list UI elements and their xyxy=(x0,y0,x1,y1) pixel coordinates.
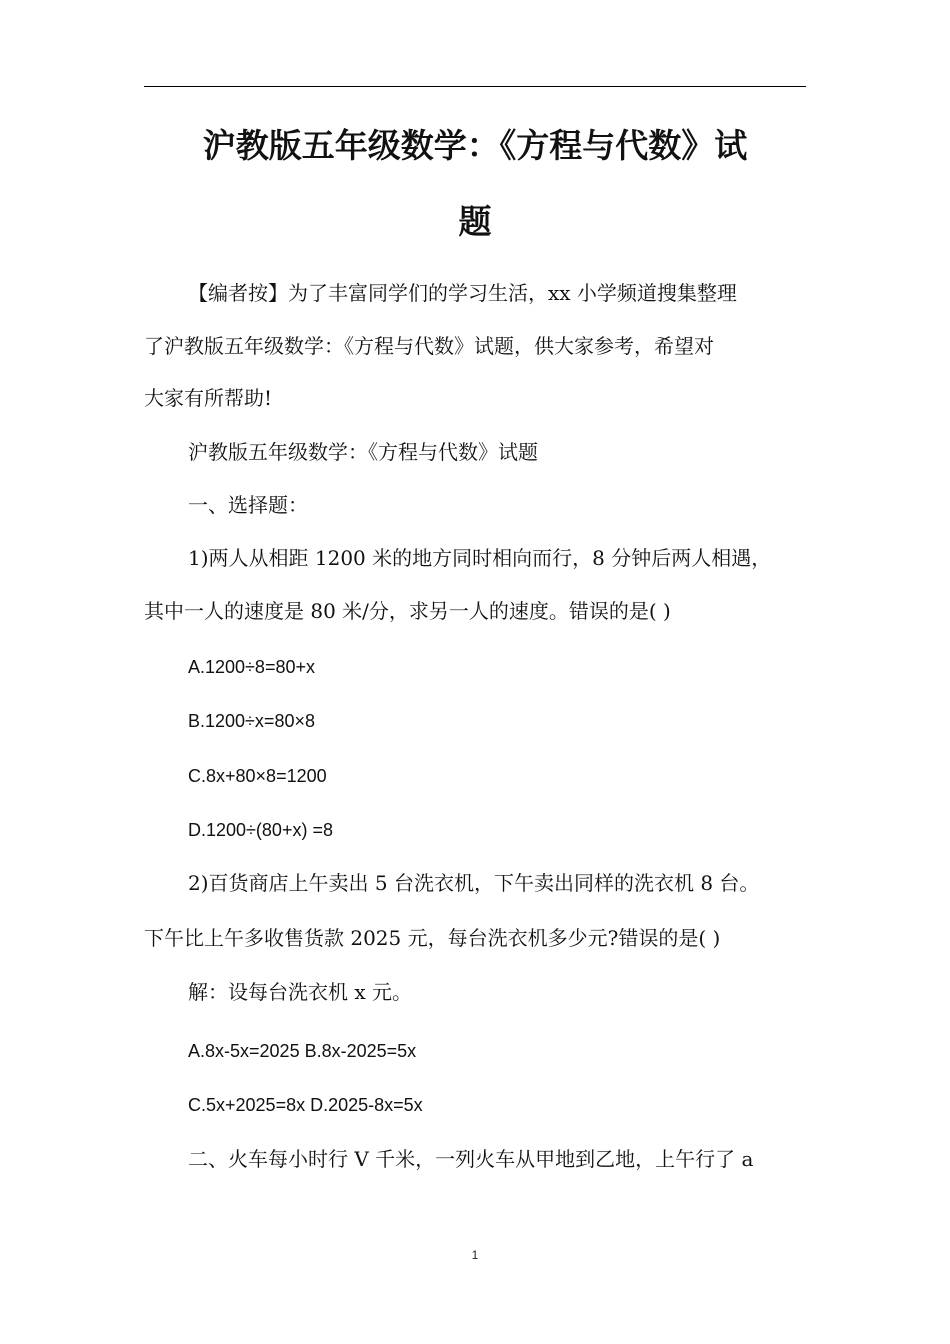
question-2-solution: 解：设每台洗衣机 x 元。 xyxy=(188,980,412,1004)
question-1-line-2: 其中一人的速度是 80 米/分，求另一人的速度。错误的是( ) xyxy=(144,599,671,623)
question-1-option-b: B.1200÷x=80×8 xyxy=(188,711,315,731)
question-2-options-ab: A.8x-5x=2025 B.8x-2025=5x xyxy=(188,1041,417,1061)
section-heading: 沪教版五年级数学：《方程与代数》试题 xyxy=(188,440,538,464)
question-2-options-cd: C.5x+2025=8x D.2025-8x=5x xyxy=(188,1095,423,1115)
question-1-option-a: A.1200÷8=80+x xyxy=(188,657,315,677)
question-1-option-d: D.1200÷(80+x) =8 xyxy=(188,820,333,840)
question-2-line-2: 下午比上午多收售货款 2025 元，每台洗衣机多少元?错误的是( ) xyxy=(144,926,721,950)
section-two-line-1: 二、火车每小时行 V 千米，一列火车从甲地到乙地，上午行了 a xyxy=(188,1147,754,1171)
choice-heading: 一、选择题： xyxy=(188,493,308,517)
document-title-line-2: 题 xyxy=(458,202,492,241)
question-2-line-1: 2)百货商店上午卖出 5 台洗衣机，下午卖出同样的洗衣机 8 台。 xyxy=(188,871,760,895)
page-number: 1 xyxy=(471,1248,479,1262)
question-1-line-1: 1)两人从相距 1200 米的地方同时相向而行，8 分钟后两人相遇， xyxy=(188,546,772,570)
editor-note-line-1: 【编者按】为了丰富同学们的学习生活，xx 小学频道搜集整理 xyxy=(188,281,737,305)
header-rule xyxy=(144,86,806,87)
editor-note-line-3: 大家有所帮助! xyxy=(144,386,273,410)
question-1-option-c: C.8x+80×8=1200 xyxy=(188,766,327,786)
editor-note-line-2: 了沪教版五年级数学：《方程与代数》试题，供大家参考，希望对 xyxy=(144,334,714,358)
document-title-line-1: 沪教版五年级数学：《方程与代数》试 xyxy=(202,126,748,165)
